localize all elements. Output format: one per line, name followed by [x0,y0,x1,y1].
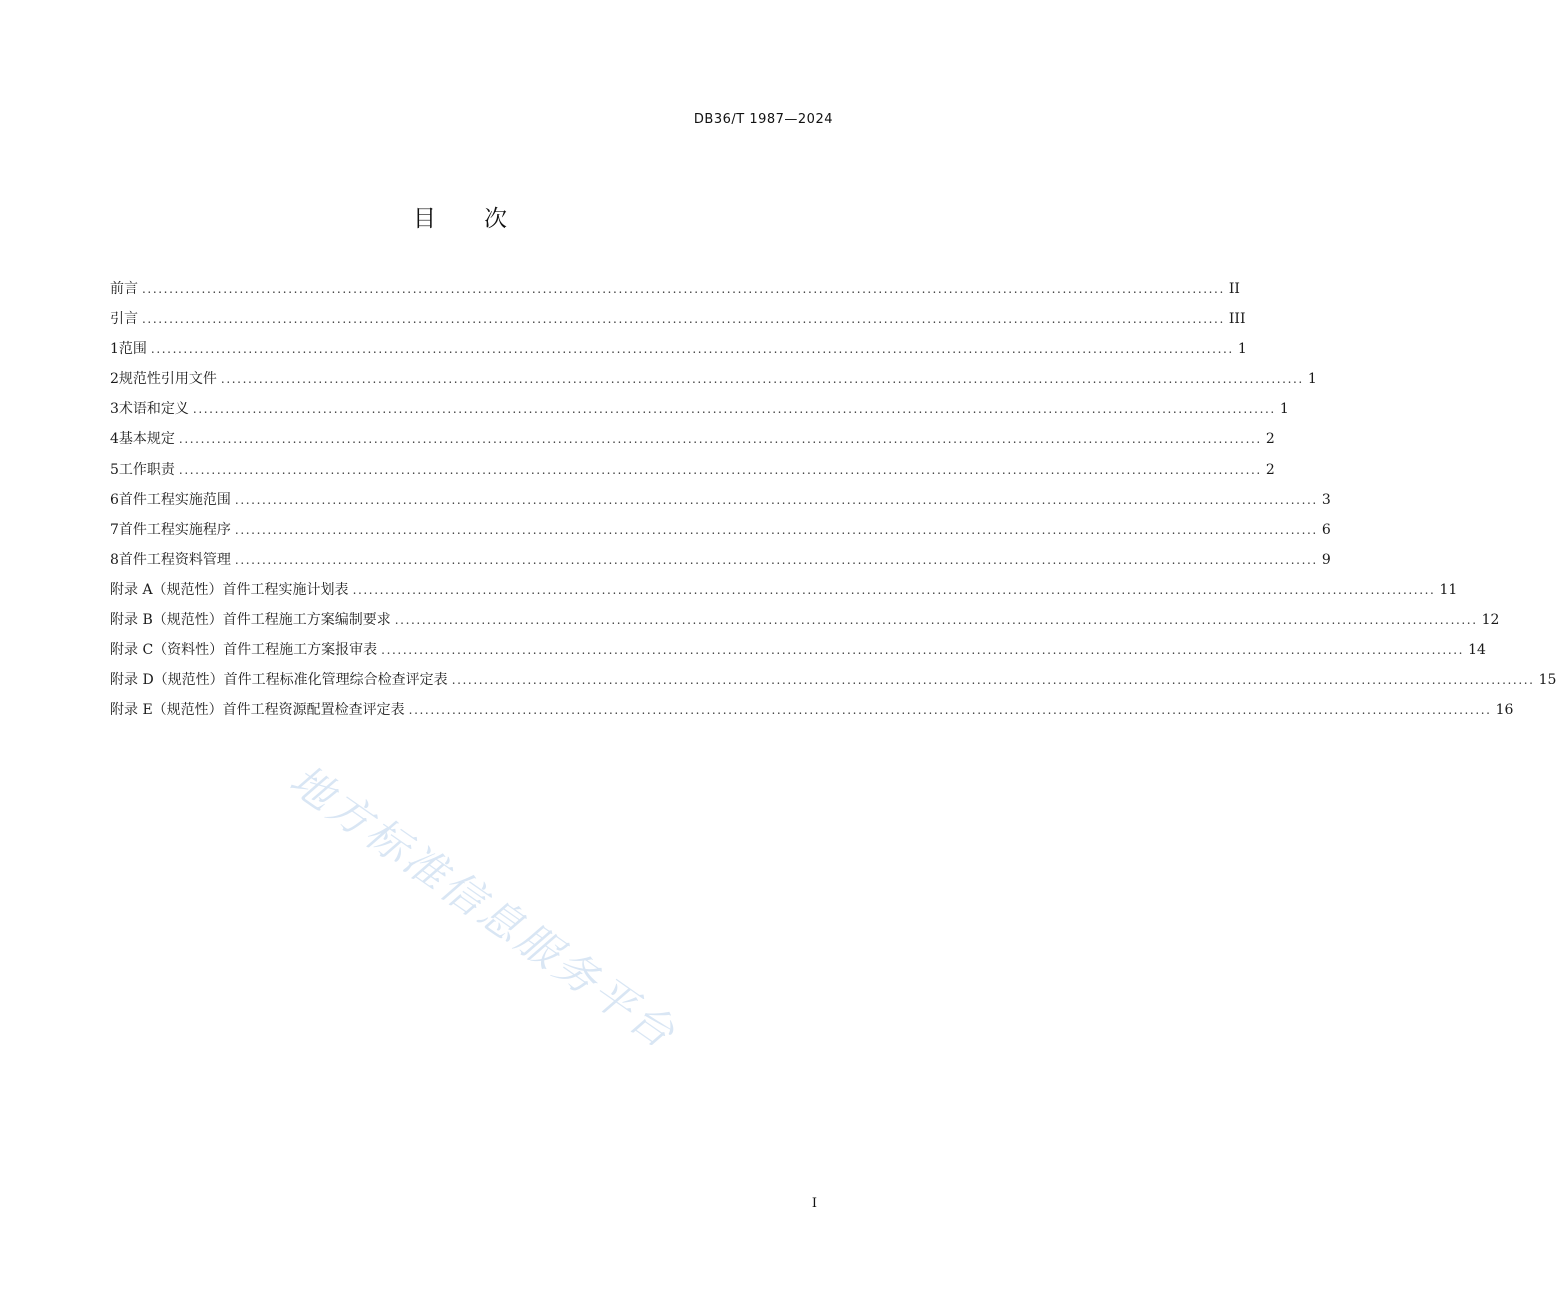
toc-entry-number: 2 [110,371,119,388]
toc-entry-label: 附录 E（规范性）首件工程资源配置检查评定表 [110,702,405,719]
toc-entry-label: 附录 A（规范性）首件工程实施计划表 [110,581,349,598]
toc-entry-page: 2 [1265,431,1275,448]
toc-entry-number: 5 [110,461,119,478]
page-number: I [811,1196,817,1211]
toc-entry-number: 4 [110,431,119,448]
toc-entry[interactable] [110,276,1240,306]
toc-entry[interactable] [110,306,1246,336]
toc-entry-label: 首件工程资料管理 [118,551,231,568]
toc-entry-label: 范围 [118,341,147,358]
toc-leader-dots: ........................................................................................................................................................................................................ [394,613,1478,628]
toc-entry[interactable] [110,517,1331,547]
toc-entry-number: 8 [110,551,119,568]
toc-entry-label: 附录 C（资料性）首件工程施工方案报审表 [110,642,378,659]
toc-entry-page: II [1228,281,1240,297]
toc-leader-dots: ........................................................................................................................................................................................................ [220,372,1304,387]
toc-entry[interactable] [110,457,1275,487]
toc-leader-dots: ........................................................................................................................................................................................................ [451,673,1535,688]
toc-entry-page: 3 [1321,491,1331,508]
toc-entry[interactable] [110,637,1486,667]
toc-leader-dots: ........................................................................................................................................................................................................ [234,492,1318,507]
toc-entry-page: 1 [1279,401,1289,418]
toc-entry[interactable] [110,366,1317,396]
toc-entry-label: 首件工程实施范围 [118,491,231,508]
toc-entry-label: 附录 D（规范性）首件工程标准化管理综合检查评定表 [110,672,448,689]
toc-entry-number: 1 [110,341,119,358]
toc-entry[interactable] [110,697,1514,727]
toc-entry[interactable] [110,426,1275,456]
toc-entry-label: 工作职责 [118,461,175,478]
toc-leader-dots: ........................................................................................................................................................................................................ [234,552,1318,567]
toc-entry-page: 14 [1468,642,1486,659]
toc-entry-number: 6 [110,491,119,508]
toc-entry-page: 16 [1495,702,1514,719]
toc-entry-page: 1 [1307,371,1317,388]
toc-entry-page: 12 [1481,612,1500,629]
toc-list [110,276,1556,727]
toc-leader-dots: ........................................................................................................................................................................................................ [150,342,1234,357]
toc-entry-number: 7 [110,521,119,538]
doc-code: DB36/T 1987—2024 [693,112,833,127]
toc-entry-page: 6 [1321,521,1331,538]
toc-leader-dots: ........................................................................................................................................................................................................ [192,402,1276,417]
toc-leader-dots: ........................................................................................................................................................................................................ [142,312,1225,327]
toc-entry[interactable] [110,547,1331,577]
toc-entry-label: 术语和定义 [118,401,189,418]
toc-entry-label: 附录 B（规范性）首件工程施工方案编制要求 [110,612,391,629]
toc-leader-dots: ........................................................................................................................................................................................................ [178,432,1262,447]
toc-leader-dots: ........................................................................................................................................................................................................ [408,703,1492,718]
toc-entry-label: 基本规定 [118,431,175,448]
toc-leader-dots: ........................................................................................................................................................................................................ [234,522,1318,537]
toc-entry-label: 引言 [110,311,138,328]
toc-entry[interactable] [110,607,1500,637]
watermark: 地方标准信息服务平台 [281,755,687,1060]
toc-leader-dots: ........................................................................................................................................................................................................ [178,462,1262,477]
toc-entry[interactable] [110,396,1289,426]
toc-entry[interactable] [110,667,1556,697]
toc-entry-page: 11 [1439,581,1458,598]
toc-leader-dots: ........................................................................................................................................................................................................ [142,282,1225,296]
toc-entry-page: 2 [1265,461,1275,478]
toc-entry-page: III [1228,311,1246,328]
toc-title: 目次 [413,206,555,232]
toc-leader-dots: ........................................................................................................................................................................................................ [352,582,1436,597]
toc-entry-label: 前言 [110,281,138,297]
toc-entry-label: 规范性引用文件 [118,371,217,388]
toc-entry[interactable] [110,577,1458,607]
toc-entry-page: 15 [1538,672,1556,689]
toc-entry[interactable] [110,487,1331,517]
toc-entry-page: 9 [1321,551,1331,568]
toc-entry[interactable] [110,336,1247,366]
toc-entry-number: 3 [110,401,119,418]
toc-leader-dots: ........................................................................................................................................................................................................ [381,643,1465,658]
toc-entry-page: 1 [1237,341,1247,358]
toc-entry-label: 首件工程实施程序 [118,521,231,538]
